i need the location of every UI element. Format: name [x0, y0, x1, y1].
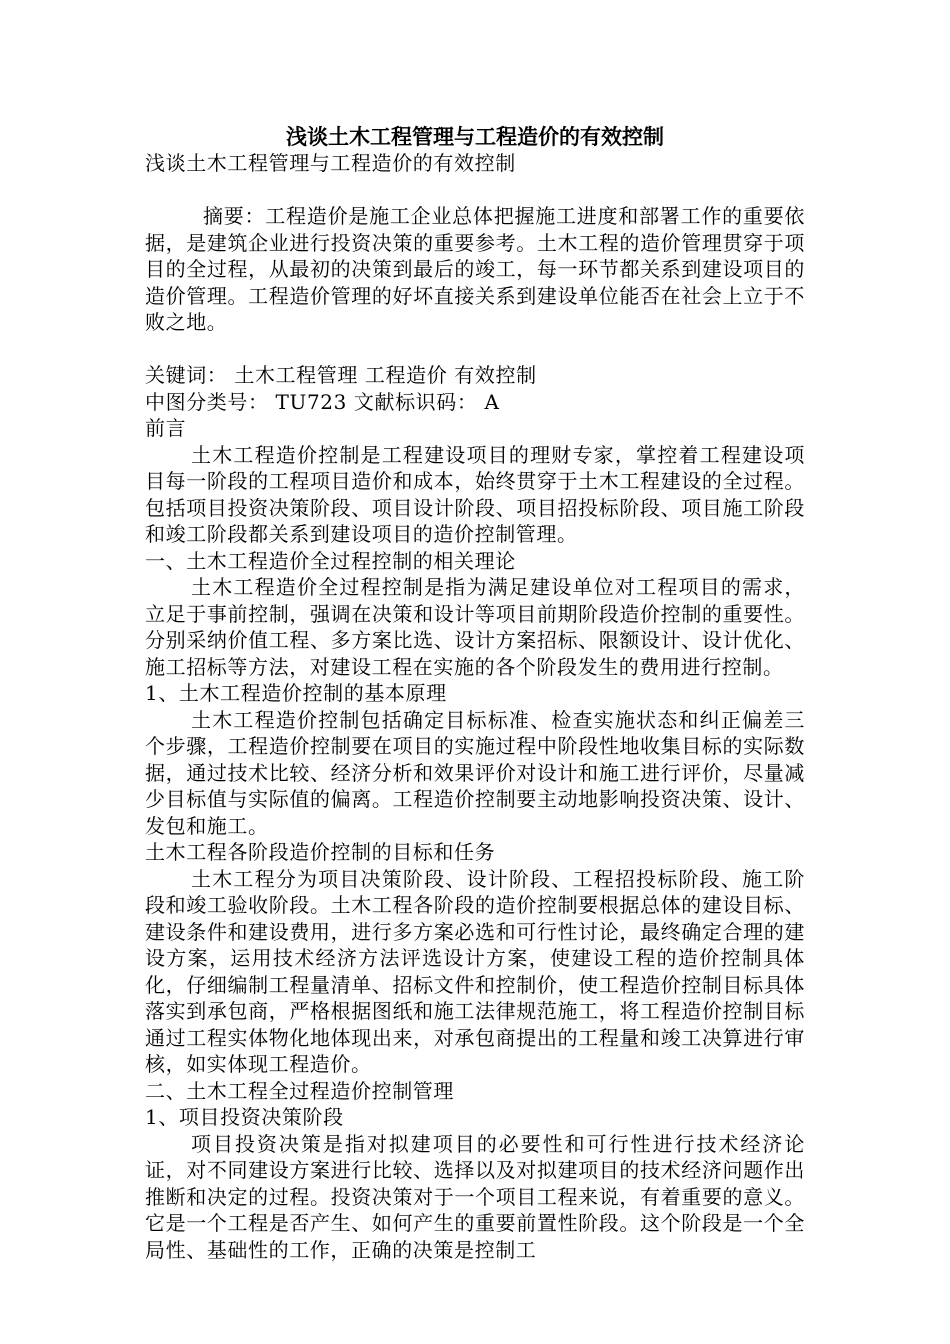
keywords-line: 关键词： 土木工程管理 工程造价 有效控制: [145, 363, 537, 387]
preface-heading: 前言: [145, 416, 187, 440]
abstract-paragraph: 摘要：工程造价是施工企业总体把握施工进度和部署工作的重要依据，是建筑企业进行投资决策的重要参考。土木工程的造价管理贯穿于项目的全过程，从最初的决策到最后的竣工，每一环节都关系到建设项目的造价管理。工程造价管理的好坏直接关系到建设单位能否在社会上立于不败之地。: [145, 204, 805, 334]
section-heading: 一、土木工程造价全过程控制的相关理论: [145, 548, 516, 573]
document-title: 浅谈土木工程管理与工程造价的有效控制: [286, 124, 664, 149]
subsection-heading: 1、项目投资决策阶段: [145, 1105, 344, 1129]
section-paragraph: 土木工程造价全过程控制是指为满足建设单位对工程项目的需求，立足于事前控制，强调在决策和设计等项目前期阶段造价控制的重要性。分别采纳价值工程、多方案比选、设计方案招标、限额设计、设计优化、施工招标等方法，对建设工程在实施的各个阶段发生的费用进行控制。: [145, 575, 805, 679]
classification-line: 中图分类号： TU723 文献标识码： A: [145, 389, 500, 414]
subsection-paragraph: 土木工程造价控制包括确定目标标准、检查实施状态和纠正偏差三个步骤，工程造价控制要在项目的实施过程中阶段性地收集目标的实际数据，通过技术比较、经济分析和效果评价对设计和施工进行评价，尽量减少目标值与实际值的偏离。工程造价控制要主动地影响投资决策、设计、发包和施工。: [145, 707, 805, 838]
document-subtitle: 浅谈土木工程管理与工程造价的有效控制: [145, 151, 516, 175]
blank-line: [145, 336, 805, 363]
preface-paragraph: 土木工程造价控制是工程建设项目的理财专家，掌控着工程建设项目每一阶段的工程项目造价和成本，始终贯穿于土木工程建设的全过程。包括项目投资决策阶段、项目设计阶段、项目招投标阶段、项目施工阶段和竣工阶段都关系到建设项目的造价控制管理。: [145, 442, 805, 546]
document-body: [145, 150, 805, 1263]
section-heading: 二、土木工程全过程造价控制管理: [145, 1078, 454, 1103]
subsection-heading: 1、土木工程造价控制的基本原理: [145, 681, 447, 705]
subsection-heading: 土木工程各阶段造价控制的目标和任务: [145, 840, 496, 864]
subsection-paragraph: 项目投资决策是指对拟建项目的必要性和可行性进行技术经济论证，对不同建设方案进行比较、选择以及对拟建项目的技术经济问题作出推断和决定的过程。投资决策对于一个项目工程来说，有着重要的意义。它是一个工程是否产生、如何产生的重要前置性阶段。这个阶段是一个全局性、基础性的工作，正确的决策是控制工: [145, 1131, 805, 1262]
blank-line: [145, 177, 805, 204]
subsection-paragraph: 土木工程分为项目决策阶段、设计阶段、工程招投标阶段、施工阶段和竣工验收阶段。土木工程各阶段的造价控制要根据总体的建设目标、建设条件和建设费用，进行多方案必选和可行性讨论，最终确定合理的建设方案，运用技术经济方法评选设计方案，使建设工程的造价控制具体化，仔细编制工程量清单、招标文件和控制价，使工程造价控制目标具体落实到承包商，严格根据图纸和施工法律规范施工，将工程造价控制目标通过工程实体物化地体现出来，对承包商提出的工程量和竣工决算进行审核，如实体现工程造价。: [145, 866, 805, 1076]
